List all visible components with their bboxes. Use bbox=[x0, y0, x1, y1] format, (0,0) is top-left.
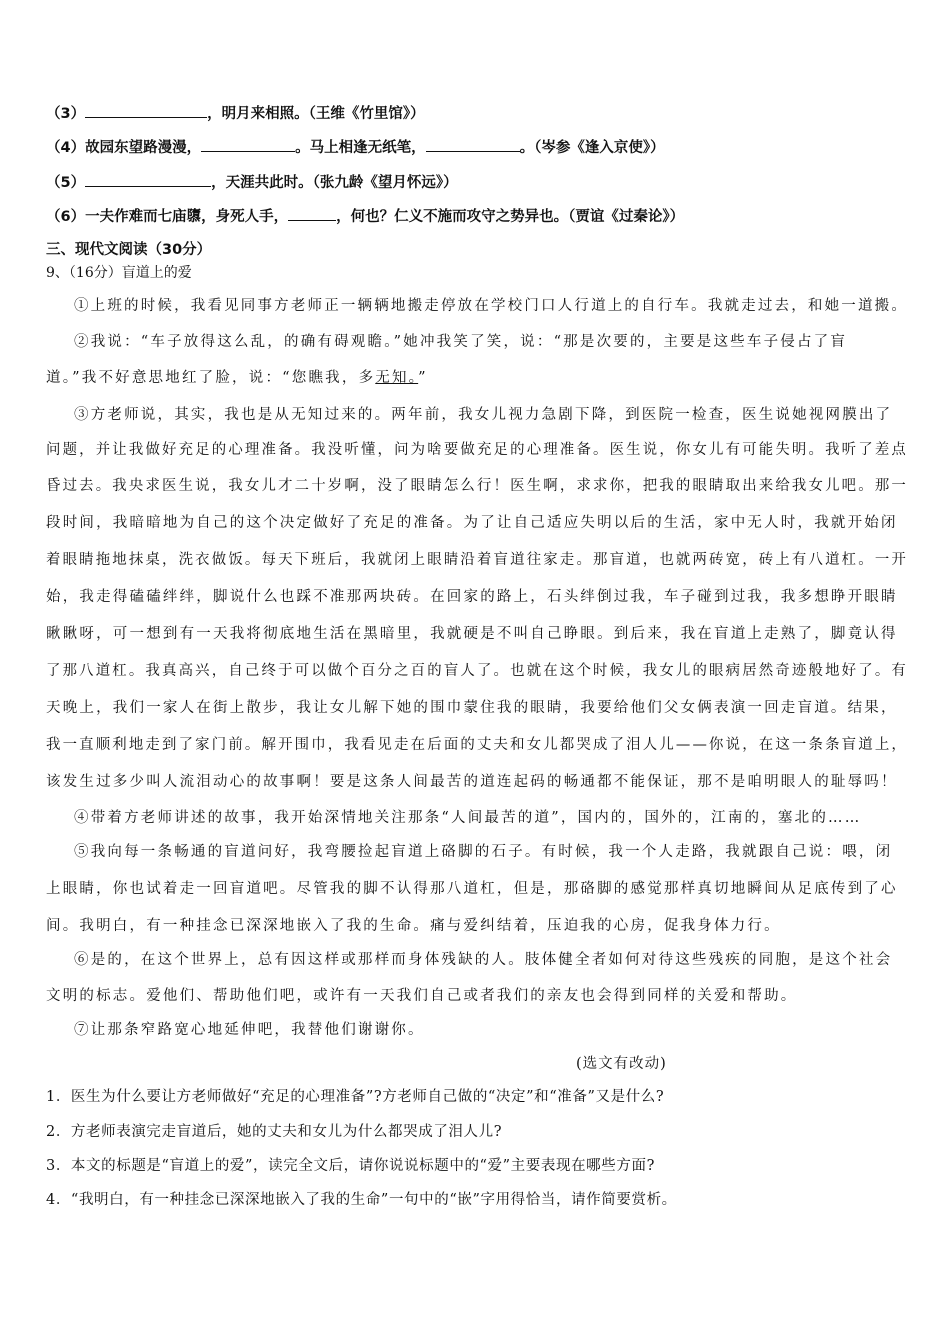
poem-number: （3） bbox=[46, 106, 86, 122]
poem-line-5 bbox=[46, 172, 458, 193]
poem-text: 。（岑参《逢入京使》） bbox=[519, 140, 665, 156]
poem-line-3 bbox=[46, 103, 425, 124]
source-note: (选文有改动) bbox=[576, 1056, 667, 1072]
poem-number: （6） bbox=[46, 209, 86, 225]
answer-blank[interactable] bbox=[426, 137, 520, 152]
poem-text: 故园东望路漫漫， bbox=[85, 140, 202, 156]
poem-line-6 bbox=[46, 206, 684, 227]
question-header: 9、（16分）盲道上的爱 bbox=[46, 265, 192, 281]
poem-text: ，明月来相照。（王维《竹里馆》） bbox=[207, 106, 425, 122]
paragraph-5-line: ⑤我向每一条畅通的盲道问好，我弯腰捡起盲道上硌脚的石子。有时候，我一个人走路，我就跟自己说：喂，闭 bbox=[74, 844, 893, 860]
answer-blank[interactable] bbox=[201, 137, 295, 152]
paragraph-1: ①上班的时候，我看见同事方老师正一辆辆地搬走停放在学校门口人行道上的自行车。我就走过去，和她一道搬。 bbox=[74, 298, 908, 314]
answer-blank[interactable] bbox=[85, 103, 207, 118]
question-4: 4．“我明白，有一种挂念已深深地嵌入了我的生命”一句中的“嵌”字用得恰当，请作简要赏析。 bbox=[46, 1192, 677, 1208]
answer-blank[interactable] bbox=[85, 172, 211, 187]
paragraph-3-line: 着眼睛拖地抹桌，洗衣做饭。每天下班后，我就闭上眼睛沿着盲道往家走。那盲道，也就两砖宽，砖上有八道杠。一开 bbox=[46, 552, 908, 568]
underlined-word: 无知。 bbox=[375, 370, 419, 386]
paragraph-2-line bbox=[46, 368, 428, 388]
poem-number: （5） bbox=[46, 175, 86, 191]
paragraph-3-line: 天晚上，我们一家人在街上散步，我让女儿解下她的围巾蒙住我的眼睛，我要给他们父女俩表演一回走盲道。结果， bbox=[46, 700, 898, 716]
question-3: 3．本文的标题是“盲道上的爱”，读完全文后，请你说说标题中的“爱”主要表现在哪些方面? bbox=[46, 1158, 655, 1174]
poem-text: 。马上相逢无纸笔， bbox=[295, 140, 426, 156]
poem-text: 一夫作难而七庙隳，身死人手， bbox=[85, 209, 289, 225]
paragraph-3-line: 昏过去。我央求医生说，我女儿才二十岁啊，没了眼睛怎么行！医生啊，求求你，把我的眼睛取出来给我女儿吧。那一 bbox=[46, 478, 908, 494]
paragraph-5-line: 上眼睛，你也试着走一回盲道吧。尽管我的脚不认得那八道杠，但是，那硌脚的感觉那样真切地瞬间从足底传到了心 bbox=[46, 881, 898, 897]
paragraph-4: ④带着方老师讲述的故事，我开始深情地关注那条“人间最苦的道”，国内的，国外的，江南的，塞北的…… bbox=[74, 810, 862, 826]
question-2: 2．方老师表演完走盲道后，她的丈夫和女儿为什么都哭成了泪人儿? bbox=[46, 1124, 503, 1140]
paragraph-3-line: 段时间，我暗暗地为自己的这个决定做好了充足的准备。为了让自己适应失明以后的生活，家中无人时，我就开始闭 bbox=[46, 515, 898, 531]
paragraph-3-line: 始，我走得磕磕绊绊，脚说什么也踩不准那两块砖。在回家的路上，石头绊倒过我，车子碰到过我，我多想睁开眼睛 bbox=[46, 589, 898, 605]
paragraph-6-line: 文明的标志。爱他们、帮助他们吧，或许有一天我们自己或者我们的亲友也会得到同样的关爱和帮助。 bbox=[46, 988, 798, 1004]
paragraph-5-line: 间。我明白，有一种挂念已深深地嵌入了我的生命。痛与爱纠结着，压迫我的心房，促我身体力行。 bbox=[46, 918, 781, 934]
paragraph-3-line: ③方老师说，其实，我也是从无知过来的。两年前，我女儿视力急剧下降，到医院一检查，医生说她视网膜出了 bbox=[74, 407, 893, 423]
paragraph-6-line: ⑥是的，在这个世界上，总有因这样或那样而身体残缺的人。肢体健全者如何对待这些残疾的同胞，是这个社会 bbox=[74, 952, 893, 968]
poem-number: （4） bbox=[46, 140, 86, 156]
paragraph-3-line: 该发生过多少叫人流泪动心的故事啊！要是这条人间最苦的道连起码的畅通都不能保证，那不是咱明眼人的耻辱吗！ bbox=[46, 774, 898, 790]
text-span: 道。”我不好意思地红了脸，说：“您瞧我，多 bbox=[46, 370, 376, 386]
question-1: 1．医生为什么要让方老师做好“充足的心理准备”?方老师自己做的“决定”和“准备”又是什么? bbox=[46, 1089, 665, 1105]
section-heading: 三、现代文阅读（30分） bbox=[46, 242, 212, 258]
answer-blank[interactable] bbox=[288, 206, 336, 221]
poem-line-4 bbox=[46, 137, 665, 158]
paragraph-7: ⑦让那条窄路宽心地延伸吧，我替他们谢谢你。 bbox=[74, 1022, 425, 1038]
poem-text: ，天涯共此时。（张九龄《望月怀远》） bbox=[211, 175, 458, 191]
paragraph-2-line: ②我说：“车子放得这么乱，的确有碍观瞻。”她冲我笑了笑，说：“那是次要的，主要是这些车子侵占了盲 bbox=[74, 334, 848, 350]
paragraph-3-line: 了那八道杠。我真高兴，自己终于可以做个百分之百的盲人了。也就在这个时候，我女儿的眼病居然奇迹般地好了。有 bbox=[46, 663, 908, 679]
paragraph-3-line: 问题，并让我做好充足的心理准备。我没听懂，问为啥要做充足的心理准备。医生说，你女儿有可能失明。我听了差点 bbox=[46, 442, 908, 458]
paragraph-3-line: 瞅瞅呀，可一想到有一天我将彻底地生活在黑暗里，我就硬是不叫自己睁眼。到后来，我在盲道上走熟了，脚竟认得 bbox=[46, 626, 898, 642]
poem-text: ，何也？仁义不施而攻守之势异也。（贾谊《过秦论》） bbox=[336, 209, 685, 225]
paragraph-3-line: 我一直顺利地走到了家门前。解开围巾，我看见走在后面的丈夫和女儿都哭成了泪人儿——你说，在这一条条盲道上， bbox=[46, 737, 908, 753]
text-span: ” bbox=[418, 370, 428, 386]
